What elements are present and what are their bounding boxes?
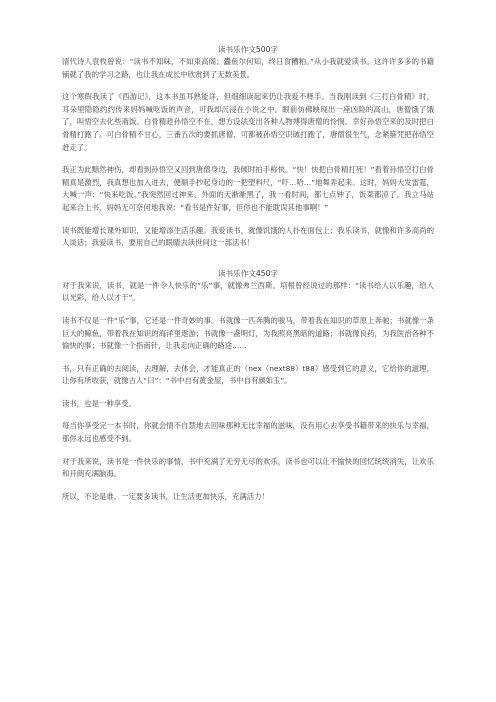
essay-2-paragraph: 每当你享受完一本书时，你就会情不自禁地去回味那种无比幸福的滋味，没有用心去享受书籍带来的快乐与幸福，那你永远也感受不到。 <box>62 421 434 444</box>
essay-2-paragraph: 对于我来说，读书是一件快乐的事情，书中充满了无穷无尽的欢乐，读书也可以让不愉快的回忆统统消失，让欢乐和开朗充满脑海。 <box>62 456 434 479</box>
essay-1-paragraph: 我正为此黯然神伤，却看到孙悟空又回到唐僧身边，我倾时拍手称快。“快！快把白骨精打死！”看着孙悟空打白骨精真是激烈，我真想也加入进去，便顺手抄起身边的一把塑料尺，“吓…哈…”地舞弄起来。这时，妈妈大发雷霆，大喊一声：“快来吃饭。”我突然回过神来，外面的天渐渐黑了，我一看时间，都七点钟了，饭菜都凉了。我立马站起来合上书，妈妈无可奈何地我说：“看书是件好事，但你也不能耽误其他事啊！” <box>62 165 434 212</box>
essay-1-paragraph: 这个寒假我读了《西游记》，这本书虽耳熟能详，但细细读起来仍让我爱不释手。当我刚读到《三打白骨精》时，耳朵里隐隐约约传来妈妈喊吃饭的声音，可我却沉浸在小说之中。眼前仿佛映现出一座凶险的高山，唐僧饿了饿了，叫悟空去化些斋饭。白骨精趁孙悟空不在，想方设法变出各种人物博得唐僧的怜悯。幸好孙悟空来的及时把白骨精打跑了。可白骨精不甘心，三番五次的要抓唐僧，可都被孙悟空识破打跑了，唐僧很生气，念紧箍咒把孙悟空赶走了。 <box>62 92 434 152</box>
essay-2-paragraph: 书，只有正确的去阅读，去理解，去体会，才能真正的（nex（next88）t88）感受到它的意义，它给你的道理，让你有所收获，就像古人“曰”：“书中自有黄金屋，书中自有颜如玉”。 <box>62 363 434 386</box>
essay-2-paragraph: 所以，不论是谁，一定要多读书，让生活更加快乐，充满活力！ <box>62 491 269 501</box>
essay-1 <box>62 44 434 250</box>
essay-1-title: 读书乐作文500字 <box>217 45 279 54</box>
essay-1-paragraph: 读书既能增长课外知识，又能增添生活乐趣。我爱读书，就像饥饿的人扑在面包上；我乐读书，就像和许多高尚的人谈话；我爱读书，要用自己的眼睛去读世间这一部活书！ <box>62 225 434 248</box>
essay-2-paragraph: 读书不仅是一件“乐”事，它还是一件奇妙的事。书就像一匹奔腾的骏马，带着我在知识的草原上奔驰；书就像一条巨大的鲸鱼，带着我在知识的海洋里遨游；书就像一盏明灯，为我照亮黑暗的道路；书就像良药，为我医治各种不愉快的事；书就像一个指南针，让我走向正确的路途…… <box>62 315 434 351</box>
essay-2-paragraph: 读书，也是一种享受。 <box>62 398 136 408</box>
essay-2 <box>62 268 434 504</box>
essay-2-title: 读书乐作文450字 <box>217 268 279 278</box>
document-page <box>62 44 434 513</box>
essay-1-paragraph: 清代诗人袁枚曾说：“读书不知味，不如束高阁；蠹鱼尔何知，终日食糟粕。”从小我就爱读书。这许许多多的书籍铺就了我的学习之路，也让我在成长中欣赏到了无数美景。 <box>62 57 434 79</box>
essay-2-paragraph: 对于我来说，读书，就是一件令人快乐的“乐”事，就像弗兰西斯。培根曾经说过的那样：“读书给人以乐趣，给人以光彩，给人以才干”。 <box>62 280 434 303</box>
